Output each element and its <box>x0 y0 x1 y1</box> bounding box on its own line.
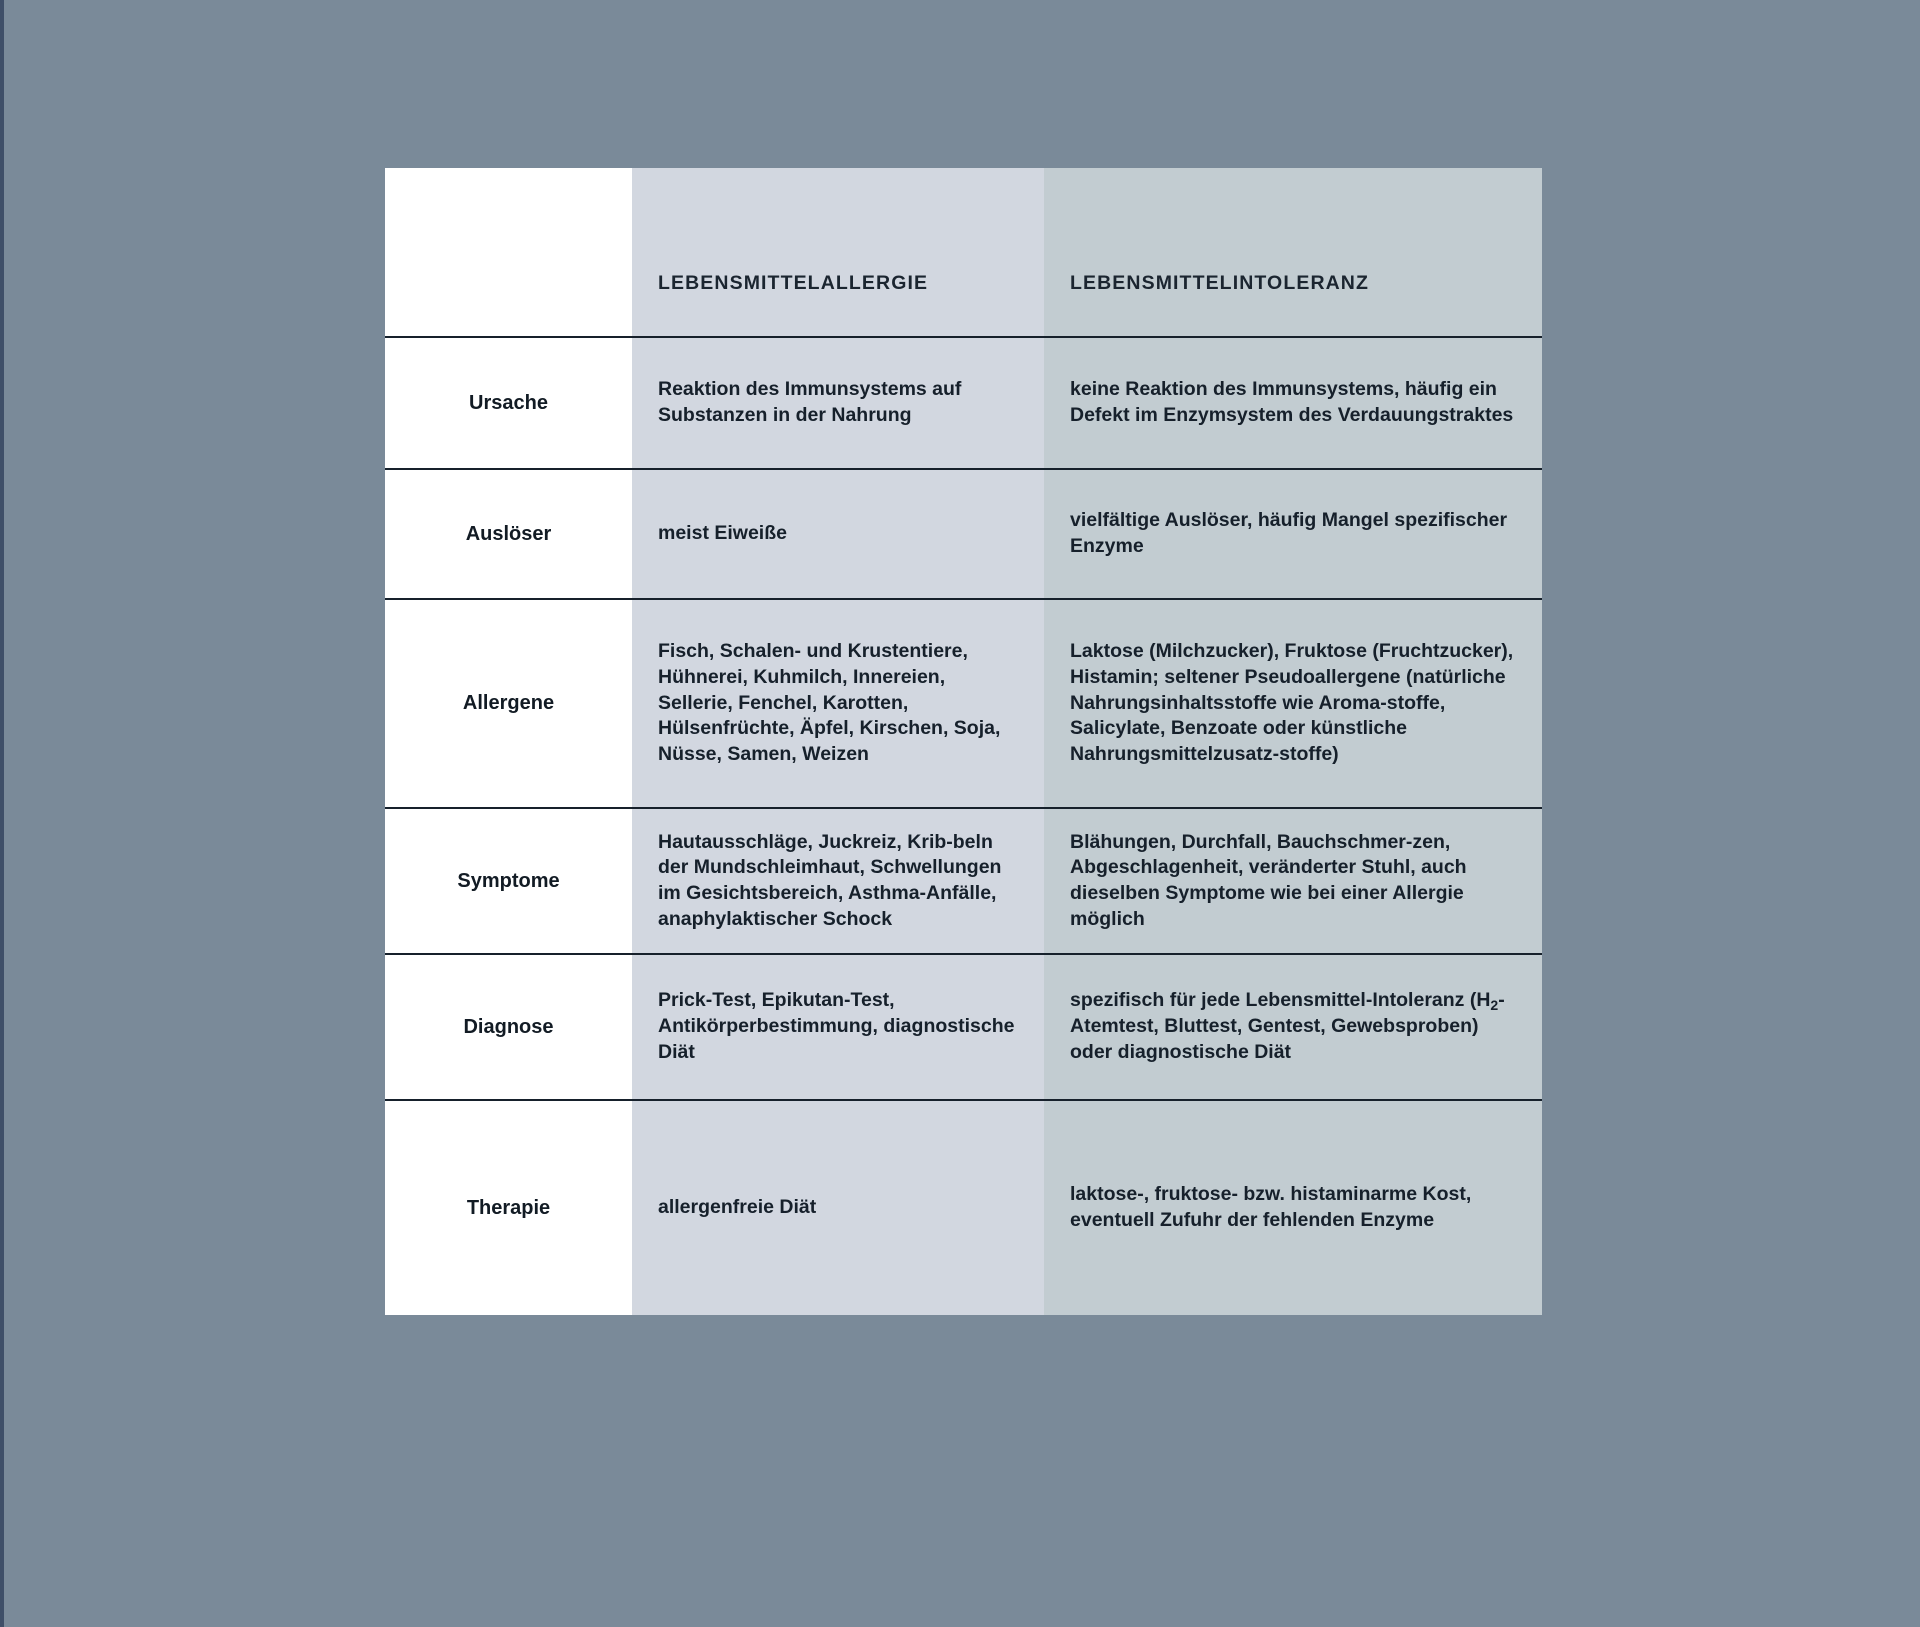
row-label-cell <box>385 1100 632 1315</box>
row-cell-intoleranz <box>1044 337 1542 469</box>
table-row <box>385 1100 1542 1315</box>
diagnose-intoleranz-text: spezifisch für jede Lebensmittel-Intoleranz ($H_2$-Atemtest, Bluttest, Gentest, Gewebsproben) oder diagnostische Diät <box>1070 989 1505 1064</box>
header-cell-intoleranz <box>1044 168 1542 337</box>
row-label-therapie: Therapie <box>466 1196 551 1219</box>
therapie-intoleranz-text: laktose-, fruktose- bzw. histaminarme Kost, eventuell Zufuhr der fehlenden Enzyme <box>1070 1183 1472 1231</box>
table-header-row <box>385 168 1542 337</box>
row-label-cell <box>385 808 632 954</box>
row-label-cell <box>385 469 632 599</box>
comparison-table <box>385 168 1542 1315</box>
allergene-intoleranz-text: Laktose (Milchzucker), Fruktose (Fruchtzucker), Histamin; seltener Pseudoallergene (natürliche Nahrungsinhaltsstoffe wie Aroma-stoffe, Salicylate, Benzoate oder künstliche Nahrungsmittelzusatz-stoffe) <box>1070 640 1514 766</box>
symptome-intoleranz-text: Blähungen, Durchfall, Bauchschmer-zen, Abgeschlagenheit, veränderter Stuhl, auch dieselben Symptome wie bei einer Allergie möglich <box>1070 830 1467 930</box>
table-row <box>385 954 1542 1100</box>
symptome-allergie-text: Hautausschläge, Juckreiz, Krib-beln der Mundschleimhaut, Schwellungen im Gesichtsbereich, Asthma-Anfälle, anaphylaktischer Schock <box>658 830 1002 930</box>
table-row <box>385 808 1542 954</box>
header-cell-allergie <box>632 168 1044 337</box>
row-label-symptome: Symptome <box>457 869 560 892</box>
header-allergie-label: LEBENSMITTELALLERGIE <box>658 271 929 294</box>
table-row <box>385 599 1542 808</box>
ausloeser-allergie-text: meist Eiweiße <box>658 522 787 545</box>
row-label-cell <box>385 337 632 469</box>
allergene-allergie-text: Fisch, Schalen- und Krustentiere, Hühnerei, Kuhmilch, Innereien, Sellerie, Fenchel, Karotten, Hülsenfrüchte, Äpfel, Kirschen, Soja, Nüsse, Samen, Weizen <box>658 640 1001 766</box>
row-cell-intoleranz <box>1044 1100 1542 1315</box>
row-cell-intoleranz <box>1044 954 1542 1100</box>
row-cell-intoleranz <box>1044 808 1542 954</box>
row-cell-allergie <box>632 808 1044 954</box>
row-label-allergene: Allergene <box>462 692 555 714</box>
ursache-intoleranz-text: keine Reaktion des Immunsystems, häufig ein Defekt im Enzymsystem des Verdauungstraktes <box>1070 378 1514 426</box>
row-label-diagnose: Diagnose <box>463 1015 554 1038</box>
table-row <box>385 469 1542 599</box>
row-cell-allergie <box>632 954 1044 1100</box>
header-cell-empty <box>385 168 632 337</box>
header-empty-label <box>385 221 632 283</box>
row-cell-intoleranz <box>1044 469 1542 599</box>
row-label-ausloeser: Auslöser <box>465 522 552 545</box>
ausloeser-intoleranz-text: vielfältige Auslöser, häufig Mangel spezifischer Enzyme <box>1070 509 1508 557</box>
row-label-cell <box>385 954 632 1100</box>
row-label-cell <box>385 599 632 808</box>
row-cell-intoleranz <box>1044 599 1542 808</box>
row-cell-allergie <box>632 337 1044 469</box>
comparison-table-container <box>385 168 1542 1315</box>
header-intoleranz-label: LEBENSMITTELINTOLERANZ <box>1070 271 1369 294</box>
page-left-edge-accent <box>0 0 4 1627</box>
row-label-ursache: Ursache <box>469 391 548 414</box>
table-row <box>385 337 1542 469</box>
row-cell-allergie <box>632 1100 1044 1315</box>
row-cell-allergie <box>632 469 1044 599</box>
ursache-allergie-text: Reaktion des Immunsystems auf Substanzen in der Nahrung <box>658 378 962 426</box>
row-cell-allergie <box>632 599 1044 808</box>
diagnose-allergie-text: Prick-Test, Epikutan-Test, Antikörperbestimmung, diagnostische Diät <box>658 989 1015 1063</box>
therapie-allergie-text: allergenfreie Diät <box>658 1196 817 1219</box>
